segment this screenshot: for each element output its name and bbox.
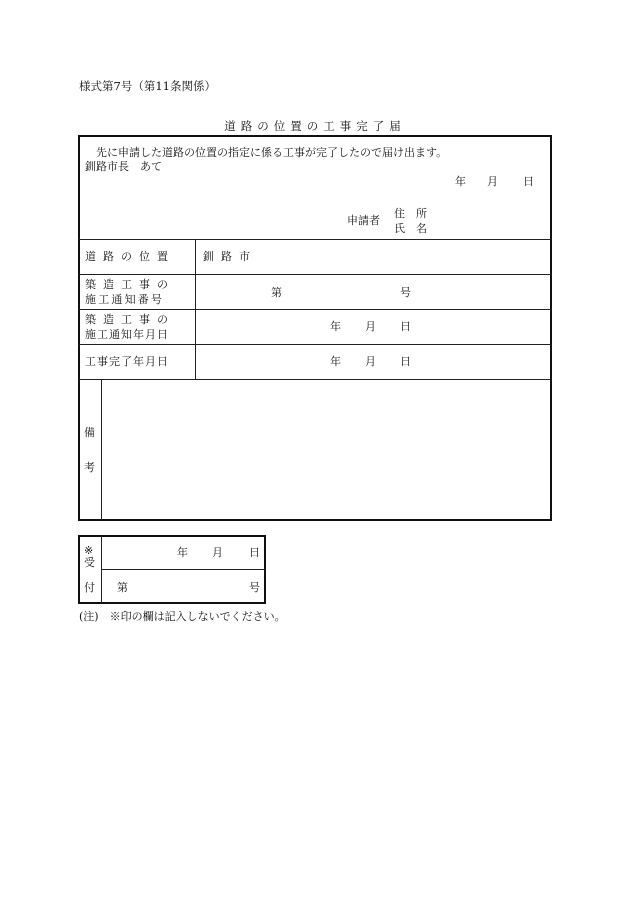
row-divider [79, 239, 551, 240]
notice-number-label-line1: 築造工事の [85, 278, 175, 291]
row-divider [79, 344, 551, 345]
footnote: (注) ※印の欄は記入しないでください。 [79, 610, 286, 623]
notice-number-label-line2: 施工通知番号 [85, 293, 165, 306]
receipt-date-month: 月 [212, 546, 223, 559]
completion-date-month: 月 [365, 355, 376, 368]
notice-date-month: 月 [365, 320, 376, 333]
notice-date-day: 日 [400, 320, 411, 333]
row-divider [79, 379, 551, 380]
column-divider [195, 239, 196, 379]
notice-date-year: 年 [330, 320, 341, 333]
receipt-row-divider [101, 569, 265, 570]
row-divider [79, 274, 551, 275]
document-title: 道路の位置の工事完了届 [224, 119, 406, 133]
completion-date-year: 年 [330, 355, 341, 368]
receipt-number-prefix: 第 [117, 581, 128, 594]
receipt-mark: ※ [84, 544, 94, 557]
applicant-name-label: 氏 名 [394, 222, 427, 235]
completion-date-label: 工事完了年月日 [85, 355, 169, 368]
applicant-label: 申請者 [347, 214, 380, 227]
location-value: 釧路市 [203, 250, 257, 263]
remarks-label-2: 考 [84, 461, 95, 474]
receipt-number-suffix: 号 [249, 581, 260, 594]
addressee: 釧路市長 あて [85, 160, 162, 173]
location-label: 道路の位置 [85, 250, 175, 263]
receipt-date-year: 年 [177, 546, 188, 559]
notice-number-suffix: 号 [400, 286, 411, 299]
receipt-date-day: 日 [249, 546, 260, 559]
applicant-address-label: 住 所 [394, 207, 427, 220]
notice-date-label-line2: 施工通知年月日 [85, 328, 169, 341]
notice-date-label-line1: 築造工事の [85, 313, 175, 326]
column-divider [101, 379, 102, 520]
submit-date-month: 月 [487, 175, 498, 188]
submit-date-day: 日 [523, 175, 534, 188]
completion-date-day: 日 [400, 355, 411, 368]
remarks-label-1: 備 [84, 426, 95, 439]
notice-number-prefix: 第 [271, 286, 282, 299]
statement-text: 先に申請した道路の位置の指定に係る工事が完了したので届け出ます。 [96, 146, 448, 159]
form-number: 様式第7号（第11条関係） [79, 79, 216, 93]
row-divider [79, 309, 551, 310]
receipt-label-1: 受 [84, 556, 95, 569]
receipt-label-2: 付 [84, 581, 95, 594]
submit-date-year: 年 [455, 175, 466, 188]
